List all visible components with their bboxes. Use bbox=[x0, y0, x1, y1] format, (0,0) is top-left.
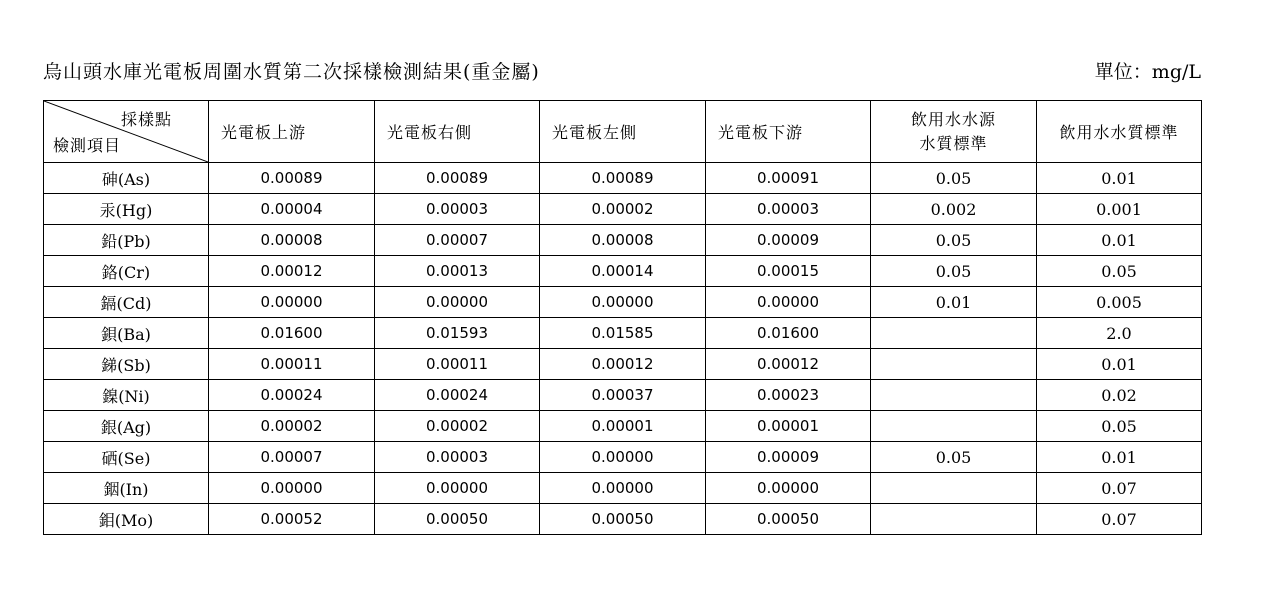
column-header-left: 光電板左側 bbox=[540, 101, 706, 163]
table-row bbox=[44, 504, 1202, 535]
upstream-cell: 0.00002 bbox=[209, 411, 375, 442]
table-row bbox=[44, 411, 1202, 442]
drinking-standard-cell: 0.001 bbox=[1037, 194, 1202, 225]
source-standard-cell: 0.05 bbox=[871, 256, 1037, 287]
upstream-cell: 0.00052 bbox=[209, 504, 375, 535]
right-cell: 0.00089 bbox=[375, 163, 540, 194]
downstream-cell: 0.00000 bbox=[706, 473, 871, 504]
column-header-upstream: 光電板上游 bbox=[209, 101, 375, 163]
downstream-cell: 0.01600 bbox=[706, 318, 871, 349]
upstream-cell: 0.00000 bbox=[209, 473, 375, 504]
title-row bbox=[43, 57, 1201, 87]
source-standard-cell bbox=[871, 380, 1037, 411]
item-cell: 銻(Sb) bbox=[44, 349, 209, 380]
table-row bbox=[44, 194, 1202, 225]
column-header-drinking-standard: 飲用水水質標準 bbox=[1037, 101, 1202, 163]
item-cell: 鉻(Cr) bbox=[44, 256, 209, 287]
corner-top-label: 採樣點 bbox=[120, 110, 172, 129]
source-standard-cell: 0.05 bbox=[871, 442, 1037, 473]
page-title: 烏山頭水庫光電板周圍水質第二次採樣檢測結果(重金屬) bbox=[43, 61, 540, 83]
drinking-standard-cell: 0.02 bbox=[1037, 380, 1202, 411]
table-row bbox=[44, 473, 1202, 504]
unit-label: 單位：mg/L bbox=[1094, 61, 1201, 83]
table-row bbox=[44, 380, 1202, 411]
results-table bbox=[43, 100, 1202, 535]
downstream-cell: 0.00009 bbox=[706, 442, 871, 473]
source-standard-cell bbox=[871, 473, 1037, 504]
left-cell: 0.01585 bbox=[540, 318, 706, 349]
header-row bbox=[44, 101, 1202, 163]
upstream-cell: 0.00004 bbox=[209, 194, 375, 225]
left-cell: 0.00002 bbox=[540, 194, 706, 225]
source-standard-cell: 0.05 bbox=[871, 163, 1037, 194]
right-cell: 0.00007 bbox=[375, 225, 540, 256]
corner-bottom-label: 檢測項目 bbox=[53, 136, 122, 155]
upstream-cell: 0.00007 bbox=[209, 442, 375, 473]
item-cell: 鋇(Ba) bbox=[44, 318, 209, 349]
downstream-cell: 0.00003 bbox=[706, 194, 871, 225]
item-cell: 鎘(Cd) bbox=[44, 287, 209, 318]
drinking-standard-cell: 0.07 bbox=[1037, 504, 1202, 535]
column-header-source-standard bbox=[871, 101, 1037, 163]
left-cell: 0.00014 bbox=[540, 256, 706, 287]
source-standard-cell bbox=[871, 504, 1037, 535]
drinking-standard-cell: 0.07 bbox=[1037, 473, 1202, 504]
upstream-cell: 0.00000 bbox=[209, 287, 375, 318]
downstream-cell: 0.00012 bbox=[706, 349, 871, 380]
upstream-cell: 0.00011 bbox=[209, 349, 375, 380]
table-row bbox=[44, 442, 1202, 473]
table-row bbox=[44, 349, 1202, 380]
right-cell: 0.00000 bbox=[375, 473, 540, 504]
item-cell: 硒(Se) bbox=[44, 442, 209, 473]
table-row bbox=[44, 256, 1202, 287]
left-cell: 0.00037 bbox=[540, 380, 706, 411]
upstream-cell: 0.00089 bbox=[209, 163, 375, 194]
downstream-cell: 0.00000 bbox=[706, 287, 871, 318]
left-cell: 0.00000 bbox=[540, 473, 706, 504]
downstream-cell: 0.00015 bbox=[706, 256, 871, 287]
item-cell: 銦(In) bbox=[44, 473, 209, 504]
item-cell: 鉛(Pb) bbox=[44, 225, 209, 256]
drinking-standard-cell: 0.05 bbox=[1037, 411, 1202, 442]
upstream-cell: 0.00024 bbox=[209, 380, 375, 411]
left-cell: 0.00008 bbox=[540, 225, 706, 256]
left-cell: 0.00012 bbox=[540, 349, 706, 380]
corner-header-cell bbox=[44, 101, 209, 163]
right-cell: 0.00002 bbox=[375, 411, 540, 442]
column-header-source-standard-line1: 飲用水水源 bbox=[910, 109, 996, 129]
right-cell: 0.00050 bbox=[375, 504, 540, 535]
right-cell: 0.00011 bbox=[375, 349, 540, 380]
drinking-standard-cell: 0.01 bbox=[1037, 163, 1202, 194]
drinking-standard-cell: 0.005 bbox=[1037, 287, 1202, 318]
left-cell: 0.00000 bbox=[540, 287, 706, 318]
source-standard-cell bbox=[871, 411, 1037, 442]
item-cell: 汞(Hg) bbox=[44, 194, 209, 225]
column-header-source-standard-line2: 水質標準 bbox=[919, 133, 988, 153]
downstream-cell: 0.00023 bbox=[706, 380, 871, 411]
downstream-cell: 0.00050 bbox=[706, 504, 871, 535]
upstream-cell: 0.00008 bbox=[209, 225, 375, 256]
table-row bbox=[44, 318, 1202, 349]
column-header-downstream: 光電板下游 bbox=[706, 101, 871, 163]
drinking-standard-cell: 2.0 bbox=[1037, 318, 1202, 349]
left-cell: 0.00050 bbox=[540, 504, 706, 535]
left-cell: 0.00001 bbox=[540, 411, 706, 442]
downstream-cell: 0.00001 bbox=[706, 411, 871, 442]
drinking-standard-cell: 0.01 bbox=[1037, 225, 1202, 256]
left-cell: 0.00089 bbox=[540, 163, 706, 194]
source-standard-cell: 0.01 bbox=[871, 287, 1037, 318]
right-cell: 0.01593 bbox=[375, 318, 540, 349]
column-header-right: 光電板右側 bbox=[375, 101, 540, 163]
item-cell: 鎳(Ni) bbox=[44, 380, 209, 411]
source-standard-cell: 0.05 bbox=[871, 225, 1037, 256]
item-cell: 砷(As) bbox=[44, 163, 209, 194]
right-cell: 0.00000 bbox=[375, 287, 540, 318]
source-standard-cell bbox=[871, 318, 1037, 349]
table-row bbox=[44, 225, 1202, 256]
drinking-standard-cell: 0.01 bbox=[1037, 442, 1202, 473]
table-body bbox=[44, 163, 1202, 535]
upstream-cell: 0.01600 bbox=[209, 318, 375, 349]
upstream-cell: 0.00012 bbox=[209, 256, 375, 287]
drinking-standard-cell: 0.05 bbox=[1037, 256, 1202, 287]
item-cell: 鉬(Mo) bbox=[44, 504, 209, 535]
downstream-cell: 0.00009 bbox=[706, 225, 871, 256]
left-cell: 0.00000 bbox=[540, 442, 706, 473]
source-standard-cell bbox=[871, 349, 1037, 380]
right-cell: 0.00003 bbox=[375, 442, 540, 473]
item-cell: 銀(Ag) bbox=[44, 411, 209, 442]
downstream-cell: 0.00091 bbox=[706, 163, 871, 194]
right-cell: 0.00003 bbox=[375, 194, 540, 225]
table-row bbox=[44, 163, 1202, 194]
table-row bbox=[44, 287, 1202, 318]
source-standard-cell: 0.002 bbox=[871, 194, 1037, 225]
right-cell: 0.00024 bbox=[375, 380, 540, 411]
right-cell: 0.00013 bbox=[375, 256, 540, 287]
drinking-standard-cell: 0.01 bbox=[1037, 349, 1202, 380]
